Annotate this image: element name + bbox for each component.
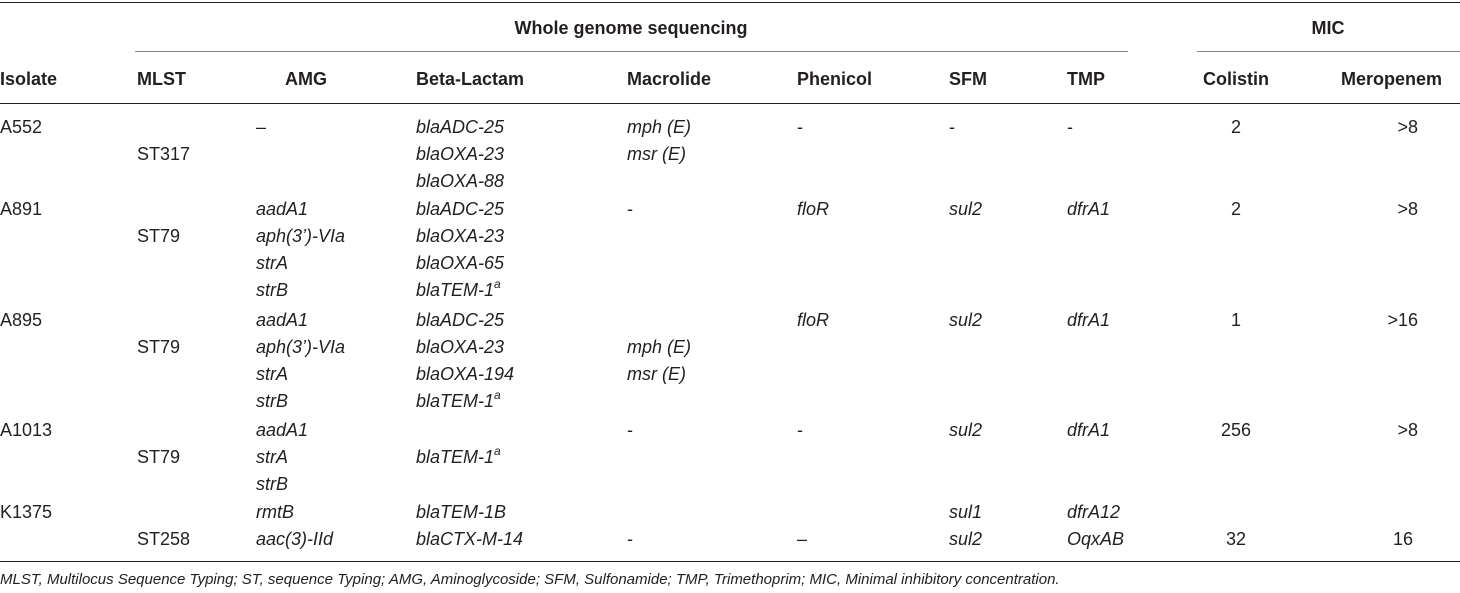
gene-name: blaTEM-1 bbox=[416, 280, 495, 300]
col-header-beta-lactam: Beta-Lactam bbox=[416, 69, 525, 89]
cell-colistin: 32 bbox=[1225, 529, 1247, 549]
cell-beta-lactam: blaOXA-23 bbox=[416, 144, 505, 164]
cell-phenicol: - bbox=[797, 420, 803, 440]
col-header-sfm: SFM bbox=[949, 69, 987, 89]
cell-tmp: dfrA1 bbox=[1067, 310, 1111, 330]
cell-isolate: A895 bbox=[0, 310, 43, 330]
cell-tmp: dfrA12 bbox=[1067, 502, 1121, 522]
cell-beta-lactam: blaOXA-23 bbox=[416, 337, 505, 357]
footnote-marker: a bbox=[494, 444, 501, 458]
cell-phenicol: floR bbox=[797, 199, 830, 219]
cell-mlst: ST79 bbox=[137, 226, 181, 246]
cell-amg: strB bbox=[256, 391, 289, 411]
gene-name: blaTEM-1 bbox=[416, 391, 495, 411]
cell-amg: aph(3’)-VIa bbox=[256, 337, 346, 357]
cell-beta-lactam: blaADC-25 bbox=[416, 199, 505, 219]
cell-sfm: sul1 bbox=[949, 502, 983, 522]
cell-beta-lactam bbox=[416, 388, 501, 411]
group-header-wgs: Whole genome sequencing bbox=[514, 18, 748, 38]
cell-colistin: 1 bbox=[1230, 310, 1242, 330]
footnote-marker: a bbox=[494, 388, 501, 402]
cell-amg: strA bbox=[256, 364, 289, 384]
cell-phenicol: – bbox=[797, 529, 808, 549]
col-header-mlst: MLST bbox=[137, 69, 186, 89]
cell-colistin: 2 bbox=[1230, 117, 1242, 137]
cell-tmp: OqxAB bbox=[1067, 529, 1125, 549]
cell-meropenem: >8 bbox=[1397, 199, 1418, 219]
cell-meropenem: >8 bbox=[1397, 420, 1418, 440]
cell-isolate: K1375 bbox=[0, 502, 53, 522]
cell-amg: aadA1 bbox=[256, 310, 309, 330]
col-header-colistin: Colistin bbox=[1203, 69, 1269, 89]
cell-beta-lactam: blaADC-25 bbox=[416, 310, 505, 330]
cell-beta-lactam: blaOXA-23 bbox=[416, 226, 505, 246]
cell-macrolide: mph (E) bbox=[627, 117, 692, 137]
cell-isolate: A1013 bbox=[0, 420, 53, 440]
cell-meropenem: >16 bbox=[1387, 310, 1418, 330]
cell-mlst: ST317 bbox=[137, 144, 191, 164]
cell-beta-lactam: blaOXA-88 bbox=[416, 171, 505, 191]
cell-beta-lactam bbox=[416, 444, 501, 467]
footnote-marker: a bbox=[494, 277, 501, 291]
col-header-meropenem: Meropenem bbox=[1341, 69, 1443, 89]
header-bottom-rule bbox=[0, 103, 1460, 104]
cell-tmp: - bbox=[1067, 117, 1073, 137]
group-header-mic: MIC bbox=[1311, 18, 1345, 38]
cell-macrolide: mph (E) bbox=[627, 337, 692, 357]
col-header-macrolide: Macrolide bbox=[627, 69, 712, 89]
cell-mlst: ST79 bbox=[137, 447, 181, 467]
cell-tmp: dfrA1 bbox=[1067, 420, 1111, 440]
cell-amg: aph(3’)-VIa bbox=[256, 226, 346, 246]
cell-amg: aadA1 bbox=[256, 199, 309, 219]
cell-beta-lactam: blaOXA-65 bbox=[416, 253, 505, 273]
cell-sfm: sul2 bbox=[949, 420, 983, 440]
col-header-amg: AMG bbox=[285, 69, 327, 89]
cell-sfm: sul2 bbox=[949, 199, 983, 219]
cell-beta-lactam: blaOXA-194 bbox=[416, 364, 515, 384]
cell-amg: aadA1 bbox=[256, 420, 309, 440]
cell-macrolide: - bbox=[627, 199, 633, 219]
table-bottom-rule bbox=[0, 561, 1460, 562]
cell-macrolide: msr (E) bbox=[627, 144, 686, 164]
cell-sfm: sul2 bbox=[949, 310, 983, 330]
cell-isolate: A552 bbox=[0, 117, 43, 137]
cell-isolate: A891 bbox=[0, 199, 43, 219]
cell-meropenem: 16 bbox=[1392, 529, 1413, 549]
cell-amg: rmtB bbox=[256, 502, 294, 522]
cell-macrolide: - bbox=[627, 420, 633, 440]
wgs-group-rule bbox=[135, 51, 1128, 52]
cell-colistin: 2 bbox=[1230, 199, 1242, 219]
col-header-tmp: TMP bbox=[1067, 69, 1105, 89]
cell-macrolide: - bbox=[627, 529, 633, 549]
cell-beta-lactam: blaTEM-1B bbox=[416, 502, 507, 522]
cell-amg: strA bbox=[256, 447, 289, 467]
table-footnote: MLST, Multilocus Sequence Typing; ST, sequence Typing; AMG, Aminoglycoside; SFM, Sulfonamide; TMP, Trimethoprim; MIC, Minimal inhibitory concentration. bbox=[0, 571, 1060, 588]
table-top-rule bbox=[0, 2, 1460, 3]
cell-tmp: dfrA1 bbox=[1067, 199, 1111, 219]
gene-name: blaTEM-1 bbox=[416, 447, 495, 467]
cell-amg: strA bbox=[256, 253, 289, 273]
mic-group-rule bbox=[1197, 51, 1460, 52]
col-header-phenicol: Phenicol bbox=[797, 69, 873, 89]
cell-macrolide: msr (E) bbox=[627, 364, 686, 384]
cell-beta-lactam: blaADC-25 bbox=[416, 117, 505, 137]
cell-beta-lactam bbox=[416, 277, 501, 300]
cell-amg: strB bbox=[256, 280, 289, 300]
cell-sfm: - bbox=[949, 117, 955, 137]
cell-amg: strB bbox=[256, 474, 289, 494]
cell-meropenem: >8 bbox=[1397, 117, 1418, 137]
cell-sfm: sul2 bbox=[949, 529, 983, 549]
cell-amg: – bbox=[256, 117, 267, 137]
cell-colistin: 256 bbox=[1220, 420, 1252, 440]
cell-phenicol: floR bbox=[797, 310, 830, 330]
cell-mlst: ST79 bbox=[137, 337, 181, 357]
cell-mlst: ST258 bbox=[137, 529, 191, 549]
cell-beta-lactam: blaCTX-M-14 bbox=[416, 529, 524, 549]
cell-phenicol: - bbox=[797, 117, 803, 137]
cell-amg: aac(3)-IId bbox=[256, 529, 334, 549]
col-header-isolate: Isolate bbox=[0, 69, 58, 89]
